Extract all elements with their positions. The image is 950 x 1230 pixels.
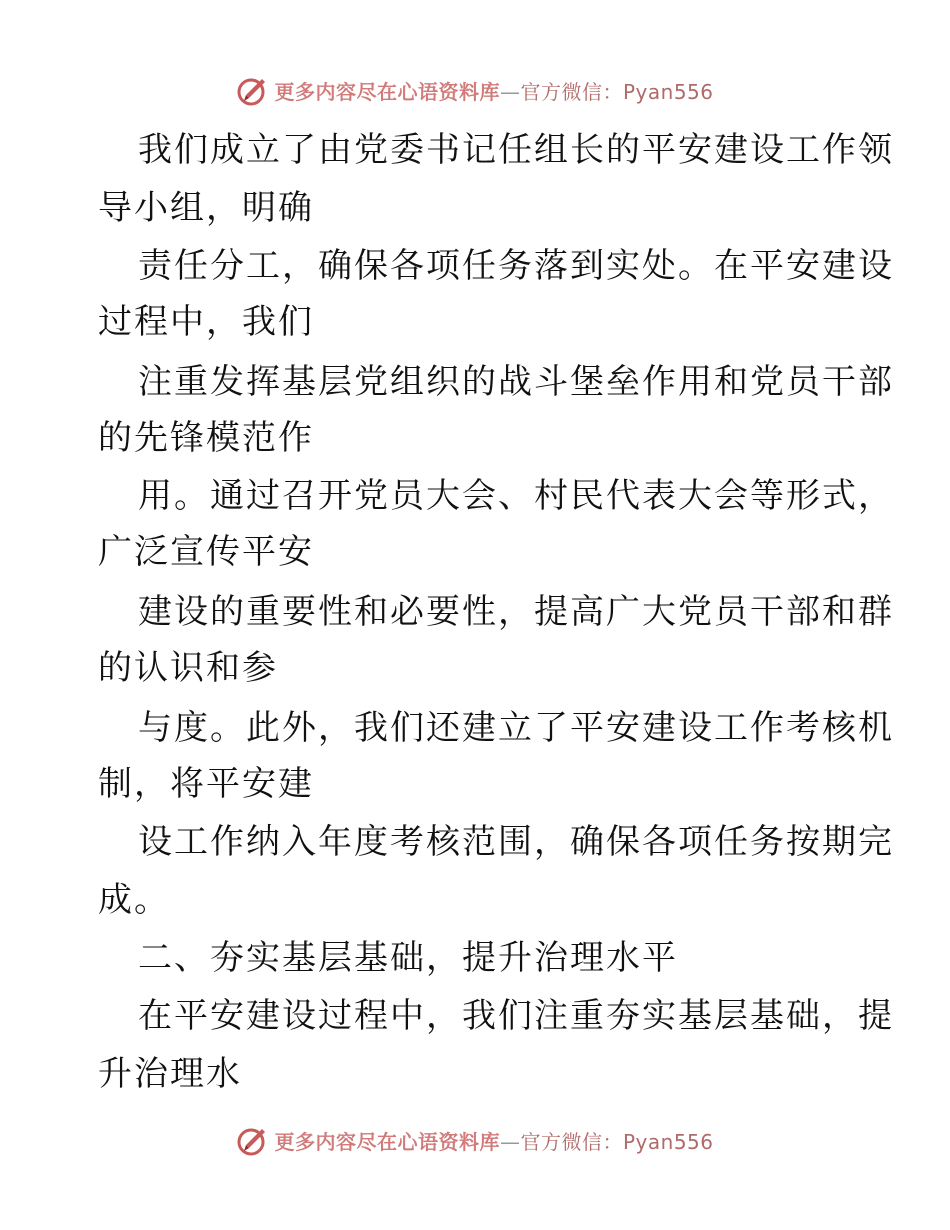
footer-separator: — (499, 1129, 521, 1154)
quill-logo-icon (236, 1123, 270, 1157)
paragraph-line: 制，将平安建 (98, 764, 314, 804)
header-text (274, 76, 713, 105)
paragraph-line: 我们成立了由党委书记任组长的平安建设工作领 (138, 130, 894, 170)
section-heading: 二、夯实基层基础，提升治理水平 (138, 938, 678, 978)
paragraph-line: 在平安建设过程中，我们注重夯实基层基础，提 (138, 996, 894, 1036)
paragraph-line: 成。 (98, 880, 170, 920)
paragraph-line: 广泛宣传平安 (98, 532, 314, 572)
footer-wechat-label: 官方微信： (520, 1129, 623, 1154)
footer-text (274, 1126, 713, 1155)
paragraph-line: 建设的重要性和必要性，提高广大党员干部和群 (138, 592, 894, 632)
footer-wechat-id: Pyan556 (622, 1129, 714, 1154)
header-banner (0, 70, 950, 110)
paragraph-line: 升治理水 (98, 1054, 242, 1094)
paragraph-line: 设工作纳入年度考核范围，确保各项任务按期完 (138, 822, 894, 862)
paragraph-line: 的认识和参 (98, 648, 278, 688)
paragraph-line: 注重发挥基层党组织的战斗堡垒作用和党员干部 (138, 362, 894, 402)
paragraph-line: 的先锋模范作 (98, 418, 314, 458)
header-wechat-label: 官方微信： (520, 79, 623, 104)
header-brand: 更多内容尽在心语资料库 (274, 79, 500, 104)
paragraph-line: 用。通过召开党员大会、村民代表大会等形式， (138, 476, 894, 516)
footer-brand: 更多内容尽在心语资料库 (274, 1129, 500, 1154)
footer-banner (0, 1120, 950, 1160)
paragraph-line: 责任分工，确保各项任务落到实处。在平安建设 (138, 246, 894, 286)
paragraph-line: 导小组，明确 (98, 188, 314, 228)
paragraph-line: 过程中，我们 (98, 302, 314, 342)
header-wechat-id: Pyan556 (622, 79, 714, 104)
paragraph-line: 与度。此外，我们还建立了平安建设工作考核机 (138, 708, 894, 748)
header-separator: — (499, 79, 521, 104)
quill-logo-icon (236, 73, 270, 107)
